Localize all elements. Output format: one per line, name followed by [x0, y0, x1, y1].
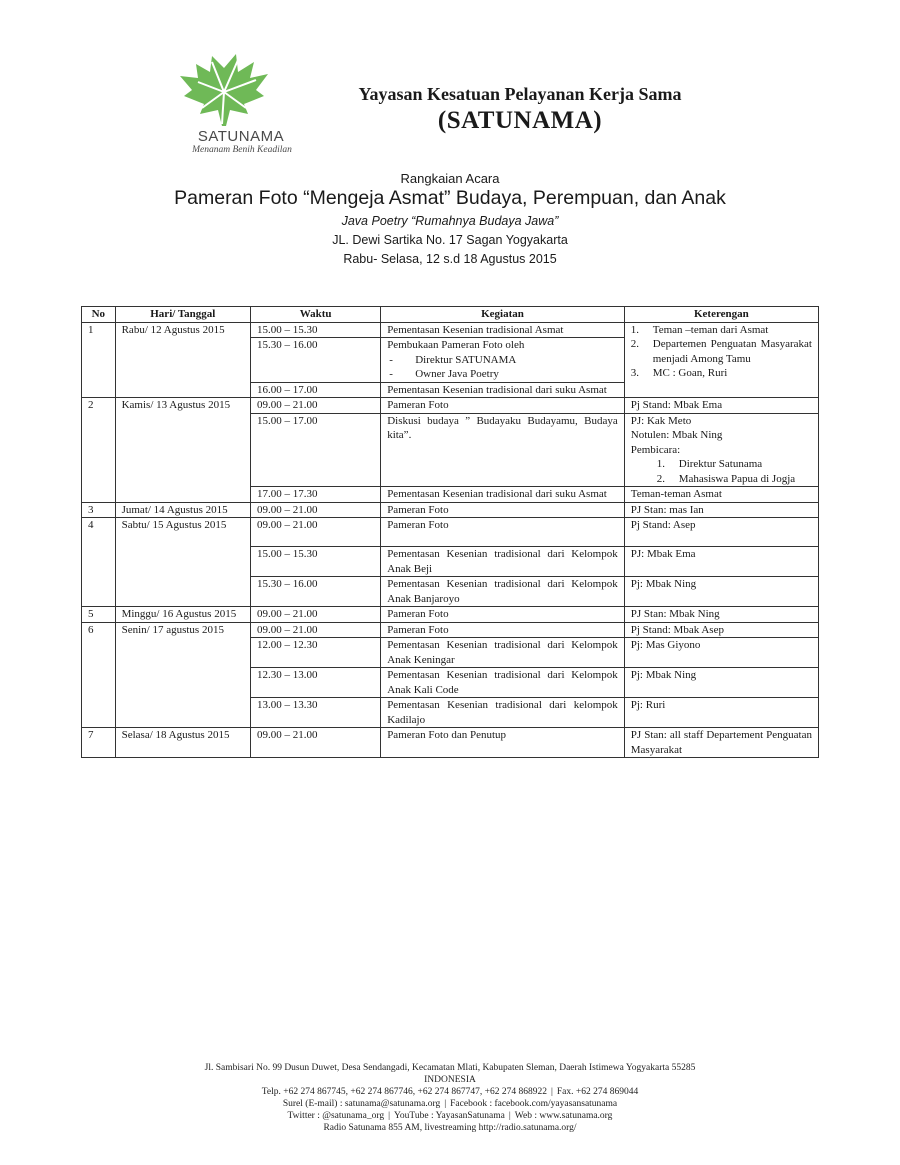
list-item: - Owner Java Poetry	[387, 367, 618, 382]
schedule-table	[81, 306, 819, 758]
notes-list	[631, 323, 812, 381]
time-cell: 16.00 – 17.00	[251, 382, 381, 398]
time-cell: 09.00 – 21.00	[251, 728, 381, 758]
notes-cell: Pj: Mbak Ning	[624, 577, 818, 607]
day-date: Jumat/ 14 Agustus 2015	[115, 502, 250, 518]
table-row	[82, 398, 819, 414]
footer-contact-phone: Telp. +62 274 867745, +62 274 867746, +62 274 867747, +62 274 868922 | Fax. +62 274 869044	[261, 1087, 639, 1097]
time-cell: 15.30 – 16.00	[251, 338, 381, 383]
activity-cell: Pameran Foto	[381, 607, 625, 623]
notes-cell: Pj: Mas Giyono	[624, 638, 818, 668]
time-cell: 15.30 – 16.00	[251, 577, 381, 607]
activity-cell: Pameran Foto dan Penutup	[381, 728, 625, 758]
table-header-row	[82, 307, 819, 323]
list-item: 3. MC : Goan, Ruri	[630, 367, 728, 379]
activity-cell: Pementasan Kesenian tradisional dari kelompok Kadilajo	[381, 698, 625, 728]
event-venue: Java Poetry “Rumahnya Budaya Jawa”	[341, 214, 559, 228]
notes-cell: Pj: Ruri	[624, 698, 818, 728]
footer-country: INDONESIA	[424, 1075, 476, 1085]
activity-cell: Pementasan Kesenian tradisional dari suku Asmat	[381, 382, 625, 398]
logo-name: SATUNAMA	[197, 128, 285, 145]
footer-contact-social: Twitter : @satunama_org | YouTube : YayasanSatunama | Web : www.satunama.org	[287, 1111, 613, 1121]
activity-cell: Diskusi budaya ” Budayaku Budayamu, Budaya kita”.	[381, 413, 625, 487]
speakers-label: Pembicara:	[630, 443, 681, 456]
pj-text: PJ: Kak Meto	[630, 414, 692, 427]
activity-cell: Pementasan Kesenian tradisional dari Kelompok Anak Beji	[381, 547, 625, 577]
notulen-text: Notulen: Mbak Ning	[630, 429, 723, 441]
table-row	[82, 502, 819, 518]
notes-cell	[624, 322, 818, 398]
time-cell: 09.00 – 21.00	[251, 502, 381, 518]
speakers-list	[631, 457, 812, 486]
time-cell: 09.00 – 21.00	[251, 622, 381, 638]
org-abbreviation: (SATUNAMA)	[437, 107, 603, 134]
day-date: Rabu/ 12 Agustus 2015	[115, 322, 250, 398]
time-cell: 09.00 – 21.00	[251, 398, 381, 414]
notes-cell: Teman-teman Asmat	[624, 487, 818, 503]
event-dates: Rabu- Selasa, 12 s.d 18 Agustus 2015	[343, 252, 557, 266]
time-cell: 15.00 – 17.00	[251, 413, 381, 487]
day-date: Kamis/ 13 Agustus 2015	[115, 398, 250, 503]
footer-contact-email: Surel (E-mail) : satunama@satunama.org | Facebook : facebook.com/yayasansatunama	[282, 1099, 618, 1109]
org-name: Yayasan Kesatuan Pelayanan Kerja Sama	[358, 84, 682, 104]
time-cell: 17.00 – 17.30	[251, 487, 381, 503]
list-item: - Direktur SATUNAMA	[387, 353, 618, 368]
event-series: Rangkaian Acara	[400, 171, 500, 186]
activity-cell: Pameran Foto	[381, 502, 625, 518]
day-number: 2	[82, 398, 116, 503]
activity-cell: Pementasan Kesenian tradisional Asmat	[381, 322, 625, 338]
notes-cell: Pj Stand: Mbak Asep	[624, 622, 818, 638]
day-date: Minggu/ 16 Agustus 2015	[115, 607, 250, 623]
day-date: Selasa/ 18 Agustus 2015	[115, 728, 250, 758]
notes-cell: PJ Stan: mas Ian	[624, 502, 818, 518]
footer-address: Jl. Sambisari No. 99 Dusun Duwet, Desa Sendangadi, Kecamatan Mlati, Kabupaten Sleman, Daerah Istimewa Yogyakarta 55285	[204, 1063, 696, 1073]
table-row	[82, 728, 819, 758]
notes-cell: Pj: Mbak Ning	[624, 668, 818, 698]
day-number: 5	[82, 607, 116, 623]
day-number: 3	[82, 502, 116, 518]
notes-cell: Pj Stand: Mbak Ema	[624, 398, 818, 414]
letterhead-footer	[0, 1062, 900, 1134]
time-cell: 12.00 – 12.30	[251, 638, 381, 668]
day-number: 4	[82, 518, 116, 607]
time-cell: 12.30 – 13.00	[251, 668, 381, 698]
guest-list	[387, 353, 618, 382]
notes-cell: Pj Stand: Asep	[624, 518, 818, 547]
time-cell: 09.00 – 21.00	[251, 518, 381, 547]
table-row	[82, 607, 819, 623]
activity-cell: Pementasan Kesenian tradisional dari suku Asmat	[381, 487, 625, 503]
activity-cell: Pameran Foto	[381, 398, 625, 414]
list-item: 1. Direktur Satunama	[656, 458, 763, 470]
notes-cell: PJ Stan: Mbak Ning	[624, 607, 818, 623]
day-date: Senin/ 17 agustus 2015	[115, 622, 250, 728]
time-cell: 13.00 – 13.30	[251, 698, 381, 728]
notes-cell	[624, 413, 818, 487]
list-item: 2. Departemen Penguatan Masyarakat menjadi Among Tamu	[630, 338, 812, 365]
table-row	[82, 622, 819, 638]
activity-text: Pembukaan Pameran Foto oleh	[387, 339, 525, 351]
notes-cell: PJ: Mbak Ema	[624, 547, 818, 577]
list-item: 1. Teman –teman dari Asmat	[630, 323, 769, 336]
activity-cell: Pementasan Kesenian tradisional dari Kelompok Anak Banjaroyo	[381, 577, 625, 607]
activity-cell: Pementasan Kesenian tradisional dari Kelompok Anak Keningar	[381, 638, 625, 668]
activity-cell: Pameran Foto	[381, 518, 625, 547]
activity-cell: Pameran Foto	[381, 622, 625, 638]
header-notes: Keterengan	[624, 307, 818, 323]
event-title: Pameran Foto “Mengeja Asmat” Budaya, Perempuan, dan Anak	[174, 187, 726, 209]
table-row	[82, 518, 819, 547]
notes-cell: PJ Stan: all staff Departement Penguatan Masyarakat	[624, 728, 818, 758]
maple-leaf-icon	[178, 52, 270, 128]
table-row	[82, 322, 819, 338]
header-time: Waktu	[251, 307, 381, 323]
time-cell: 09.00 – 21.00	[251, 607, 381, 623]
footer-radio: Radio Satunama 855 AM, livestreaming http://radio.satunama.org/	[323, 1123, 577, 1133]
day-number: 6	[82, 622, 116, 728]
list-item: 2. Mahasiswa Papua di Jogja	[656, 472, 796, 485]
day-date: Sabtu/ 15 Agustus 2015	[115, 518, 250, 607]
logo-tagline: Menanam Benih Keadilan	[192, 145, 292, 155]
day-number: 7	[82, 728, 116, 758]
satunama-logo	[150, 52, 300, 162]
time-cell: 15.00 – 15.30	[251, 322, 381, 338]
header-activity: Kegiatan	[381, 307, 625, 323]
event-address: JL. Dewi Sartika No. 17 Sagan Yogyakarta	[332, 233, 568, 247]
header-no: No	[82, 307, 116, 323]
activity-cell	[381, 338, 625, 383]
header-day: Hari/ Tanggal	[115, 307, 250, 323]
time-cell: 15.00 – 15.30	[251, 547, 381, 577]
day-number: 1	[82, 322, 116, 398]
activity-cell: Pementasan Kesenian tradisional dari Kelompok Anak Kali Code	[381, 668, 625, 698]
